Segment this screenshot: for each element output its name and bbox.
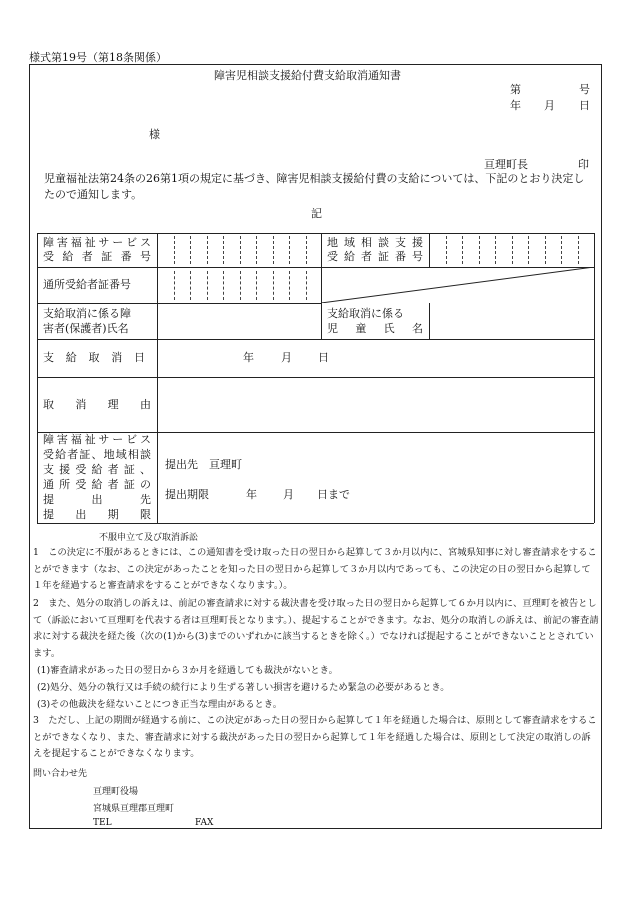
- date-month: 月: [544, 99, 555, 112]
- reason-label: 取消理由: [43, 398, 151, 411]
- number-go: 号: [579, 83, 590, 96]
- issuer-name: 亘理町長: [484, 158, 528, 171]
- cancel-date-label: 支給取消日: [43, 351, 151, 364]
- date-year: 年: [510, 99, 521, 112]
- contact-fax: FAX: [195, 818, 214, 828]
- contact-heading: 問い合わせ先: [33, 769, 88, 779]
- svc-cert-label-1: 障害福祉サービス: [43, 236, 151, 249]
- svc-cert-label-2: 受給者証番号: [43, 250, 151, 263]
- child-label-2: 児 童 氏 名: [327, 322, 423, 335]
- cancel-month: 月: [281, 351, 292, 364]
- cancel-day: 日: [318, 351, 329, 364]
- blank-diagonal: [321, 267, 594, 303]
- issuer-seal: 印: [578, 158, 589, 171]
- appeal-item-2: 2 また、処分の取消しの訴えは、前記の審査請求に対する裁決書を受け取った日の翌日から起算して６か月以内に、亘理町を被告として（訴訟において亘理町を代表する者は亘理町長となります。）、提起することができます。なお、処分の取消しの訴えは、前記の審査請求に対する裁決を経た後（次の(1)から(3)までのいずれかに該当するときを除く。）でなければ提起することができないこととされています。: [33, 598, 599, 659]
- regional-cert-label-1: 地域相談支援: [327, 236, 423, 249]
- appeal-item-2-2: (2)処分、処分の執行又は手続の続行により生ずる著しい損害を避けるため緊急の必要があるとき。: [37, 682, 450, 693]
- number-dai: 第: [510, 83, 521, 96]
- submit-to: 提出先 亘理町: [165, 458, 242, 471]
- submit-deadline-month: 月: [283, 488, 294, 501]
- guardian-label-1: 支給取消に係る障: [43, 307, 131, 320]
- form-number: 様式第19号（第18条関係）: [29, 51, 167, 64]
- submit-label-5: 提出先: [43, 493, 151, 506]
- cancel-year: 年: [243, 351, 254, 364]
- addressee-suffix: 様: [149, 128, 160, 141]
- ki-heading: 記: [311, 207, 322, 220]
- appeal-item-3: 3 ただし、上記の期間が経過する前に、この決定があった日の翌日から起算して１年を経過した場合は、原則として審査請求をすることができなくなり、また、審査請求に対する裁決があった日の翌日から起算して１年を経過した場合は、原則として決定の取消しの訴えを提起することができなくなります。: [33, 715, 597, 759]
- contact-office: 亘理町役場: [93, 787, 139, 797]
- contact-address: 宮城県亘理郡亘理町: [93, 804, 175, 814]
- submit-label-6: 提出期限: [43, 508, 151, 521]
- submit-label-1: 障害福祉サービス: [43, 433, 151, 446]
- submit-label-3: 支援受給者証、: [43, 463, 151, 476]
- submit-deadline-year: 年: [246, 488, 257, 501]
- document-title: 障害児相談支援給付費支給取消通知書: [214, 69, 401, 82]
- submit-deadline-label: 提出期限: [165, 488, 209, 501]
- day-cert-label: 通所受給者証番号: [43, 278, 131, 291]
- appeal-heading: 不服申立て及び取消訴訟: [99, 533, 199, 543]
- appeal-item-2-1: (1)審査請求があった日の翌日から３か月を経過しても裁決がないとき。: [37, 665, 338, 676]
- contact-tel: TEL: [93, 818, 112, 828]
- guardian-label-2: 害者(保護者)氏名: [43, 322, 129, 335]
- submit-deadline-suffix: 日まで: [317, 488, 350, 501]
- appeal-item-1: 1 この決定に不服があるときには、この通知書を受け取った日の翌日から起算して３か月以内に、宮城県知事に対し審査請求をすることができます（なお、この決定があったことを知った日の翌日から起算して３か月以内であっても、この決定の日の翌日から起算して１年を経過すると審査請求をすることができなくなります。）。: [33, 547, 597, 591]
- submit-label-4: 通所受給者証の: [43, 478, 151, 491]
- child-label-1: 支給取消に係る: [327, 307, 404, 320]
- regional-cert-label-2: 受給者証番号: [327, 250, 423, 263]
- date-day: 日: [579, 99, 590, 112]
- intro-text: 児童福祉法第24条の26第1項の規定に基づき、障害児相談支援給付費の支給については、下記のとおり決定したので通知します。: [44, 172, 585, 201]
- appeal-item-2-3: (3)その他裁決を経ないことにつき正当な理由があるとき。: [37, 699, 283, 710]
- submit-label-2: 受給者証、地域相談: [43, 448, 151, 461]
